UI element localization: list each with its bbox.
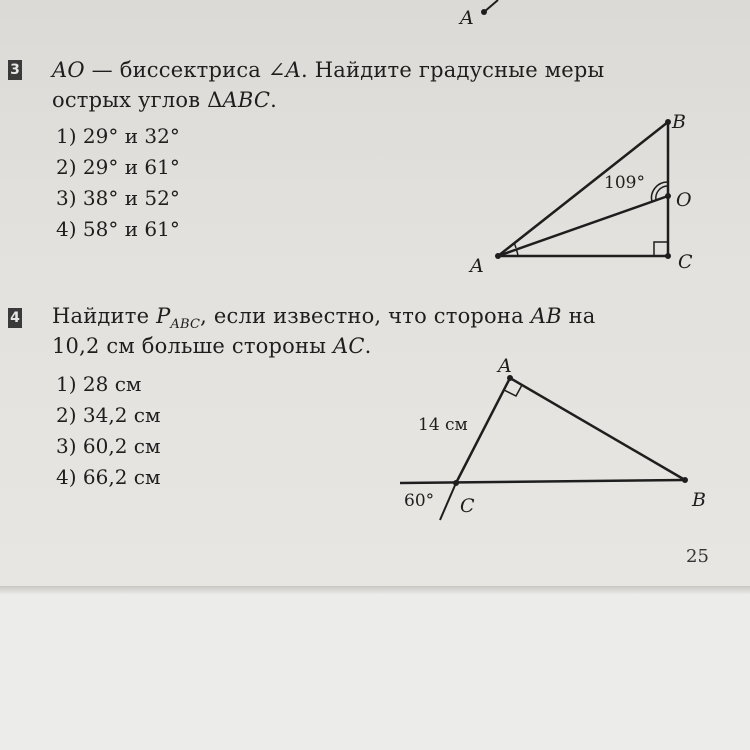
side-ab-name: AB: [530, 304, 562, 328]
problem-3-statement-line-1: [52, 58, 604, 82]
label-c: C: [460, 495, 475, 517]
point-b: [682, 477, 688, 483]
triangle-abc: ABC: [222, 88, 271, 112]
problem-4-option-4: 4) 66,2 см: [56, 465, 161, 489]
extension-c: [440, 483, 456, 520]
problem-4-statement-line-1: [52, 304, 596, 332]
problem-4-option-1: 1) 28 см: [56, 372, 142, 396]
problem-4-option-2: 2) 34,2 см: [56, 403, 161, 427]
point-c: [665, 253, 671, 259]
statement-text: острых углов Δ: [52, 88, 223, 112]
segment-ao: AO: [52, 58, 85, 82]
statement-text: Найдите: [52, 304, 157, 328]
label-b: B: [692, 489, 706, 511]
statement-text: . Найдите градусные меры: [301, 58, 605, 82]
angle-arc-a: [514, 243, 516, 248]
previous-figure-fragment: [440, 0, 520, 28]
background-surface: [0, 594, 750, 750]
statement-text: — биссектриса ∠: [84, 58, 286, 82]
problem-3-option-1: 1) 29° и 32°: [56, 124, 180, 148]
label-b: B: [672, 111, 686, 133]
angle-label-60: 60°: [404, 491, 435, 511]
label-o: O: [676, 189, 692, 211]
page-number: 25: [686, 546, 709, 567]
point-a: [495, 253, 501, 259]
side-ab: [510, 378, 685, 480]
point-c: [453, 480, 459, 486]
angle-a: A: [285, 58, 302, 82]
problem-3-figure: [440, 100, 720, 280]
problem-4-statement-line-2: [52, 334, 372, 358]
problem-3-option-2: 2) 29° и 61°: [56, 155, 180, 179]
page-edge: [0, 586, 750, 594]
bisector-ao: [498, 196, 668, 256]
previous-figure-label-a: A: [460, 7, 474, 28]
angle-label-109: 109°: [604, 173, 645, 193]
problem-4-figure: [380, 350, 720, 540]
statement-text: 10,2 см больше стороны: [52, 334, 333, 358]
point-o: [665, 193, 671, 199]
label-c: C: [678, 251, 693, 273]
label-a: A: [498, 355, 512, 377]
problem-3-option-3: 3) 38° и 52°: [56, 186, 180, 210]
perimeter-symbol: P: [156, 304, 171, 328]
side-ac-name: AC: [332, 334, 365, 358]
problem-3-statement-line-2: [52, 88, 277, 112]
side-cb: [400, 480, 685, 483]
statement-text: .: [364, 334, 372, 358]
problem-3-option-4: 4) 58° и 61°: [56, 217, 180, 241]
problem-4-number: 4: [8, 308, 22, 328]
side-length-label: 14 см: [418, 415, 468, 435]
problem-3-number: 3: [8, 60, 22, 80]
label-a: A: [470, 255, 484, 277]
statement-text: , если известно, что сторона: [200, 304, 531, 328]
point-b: [665, 119, 671, 125]
problem-4-option-3: 3) 60,2 см: [56, 434, 161, 458]
statement-text: на: [561, 304, 596, 328]
perimeter-subscript: ABC: [170, 317, 201, 333]
statement-text: .: [270, 88, 278, 112]
